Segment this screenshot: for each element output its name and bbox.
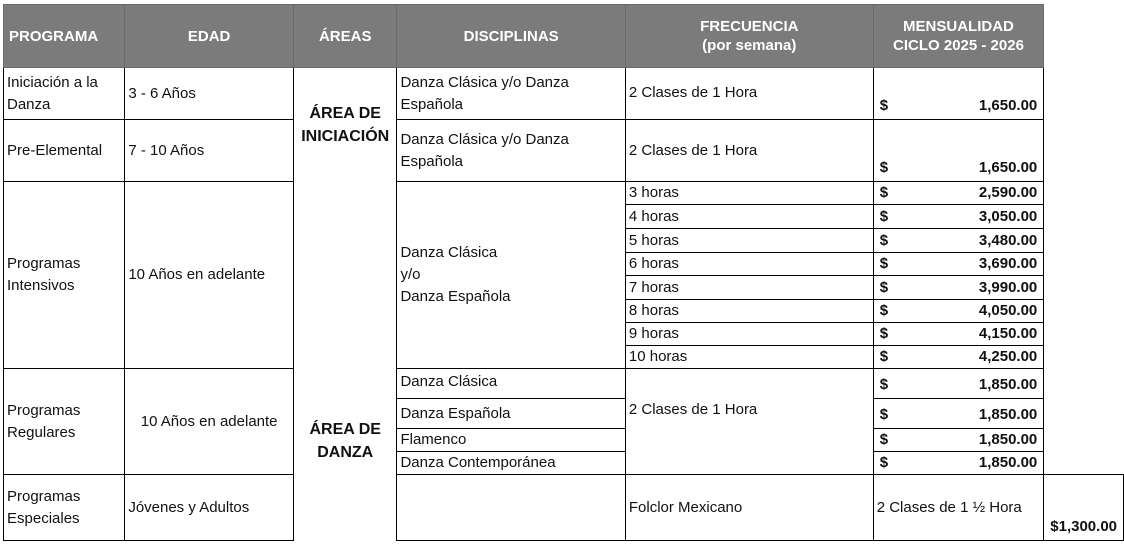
header-frecuencia-line2: (por semana) [702, 37, 797, 54]
frecuencia-cell: 4 horas [625, 205, 873, 229]
price-amount: 3,480.00 [978, 231, 1038, 249]
area-iniciacion-cell [293, 68, 396, 182]
area-danza-line2: DANZA [317, 444, 374, 461]
price-amount: 3,050.00 [978, 207, 1038, 225]
programa-cell: Iniciación a la Danza [4, 68, 125, 120]
price-amount: 1,850.00 [978, 376, 1038, 393]
price-cell [873, 429, 1044, 452]
price-cell [873, 323, 1044, 346]
currency-symbol: $ [1050, 518, 1059, 535]
tuition-table [3, 4, 1124, 541]
header-mensualidad-line2: CICLO 2025 - 2026 [893, 37, 1024, 54]
programa-cell: Pre-Elemental [4, 120, 125, 182]
price-cell [873, 182, 1044, 205]
currency-symbol: $ [879, 255, 889, 272]
table-row [4, 369, 1124, 399]
currency-symbol: $ [879, 454, 889, 471]
currency-symbol: $ [879, 97, 889, 114]
edad-cell: 3 - 6 Años [125, 68, 294, 120]
table-row [4, 120, 1124, 182]
price-cell [873, 452, 1044, 475]
edad-cell: Jóvenes y Adultos [125, 475, 294, 541]
price-amount: 1,300.00 [1058, 518, 1117, 535]
frecuencia-cell: 2 Clases de 1 Hora [625, 369, 873, 475]
header-mensualidad [873, 5, 1044, 68]
price-cell [873, 369, 1044, 399]
edad-cell: 10 Años en adelante [125, 182, 294, 369]
currency-symbol: $ [879, 302, 889, 319]
price-cell [873, 346, 1044, 369]
edad-cell: 10 Años en adelante [125, 369, 294, 475]
price-amount: 1,650.00 [978, 97, 1038, 114]
price-cell [1044, 475, 1124, 541]
header-frecuencia [625, 5, 873, 68]
disciplina-cell: Folclor Mexicano [625, 475, 873, 541]
currency-symbol: $ [879, 348, 889, 365]
price-cell [873, 300, 1044, 323]
currency-symbol: $ [879, 376, 889, 393]
currency-symbol: $ [879, 431, 889, 448]
disciplina-line2: y/o [400, 266, 421, 283]
header-frecuencia-line1: FRECUENCIA [700, 18, 799, 35]
currency-symbol: $ [879, 184, 889, 201]
price-amount: 2,590.00 [978, 184, 1038, 201]
frecuencia-cell: 3 horas [625, 182, 873, 205]
price-amount: 3,990.00 [978, 278, 1038, 296]
currency-symbol: $ [879, 278, 889, 296]
disciplina-cell: Danza Contemporánea [397, 452, 625, 475]
area-iniciacion-line2: INICIACIÓN [301, 127, 390, 145]
area-iniciacion-line1: ÁREA DE [309, 104, 381, 122]
frecuencia-cell: 5 horas [625, 229, 873, 253]
frecuencia-cell: 2 Clases de 1 Hora [625, 68, 873, 120]
table-row [4, 475, 1124, 541]
programa-cell: Programas Regulares [4, 369, 125, 475]
price-amount: 1,650.00 [978, 159, 1038, 176]
disciplina-cell: Danza Clásica [397, 369, 625, 399]
table-row [4, 182, 1124, 205]
frecuencia-cell: 2 Clases de 1 Hora [625, 120, 873, 182]
price-cell [873, 205, 1044, 229]
price-amount: 3,690.00 [978, 255, 1038, 272]
edad-cell: 7 - 10 Años [125, 120, 294, 182]
frecuencia-cell: 6 horas [625, 253, 873, 276]
header-areas: ÁREAS [293, 5, 396, 68]
header-row [4, 5, 1124, 68]
programa-cell: Programas Intensivos [4, 182, 125, 369]
price-amount: 4,050.00 [978, 302, 1038, 319]
price-cell [873, 229, 1044, 253]
area-danza-cell [293, 182, 396, 541]
header-disciplinas: DISCIPLINAS [397, 5, 625, 68]
price-cell [873, 276, 1044, 300]
area-danza-line1: ÁREA DE [309, 421, 381, 438]
programa-cell: Programas Especiales [4, 475, 125, 541]
price-cell [873, 253, 1044, 276]
price-cell [873, 120, 1044, 182]
table-row [4, 68, 1124, 120]
disciplina-cell: Flamenco [397, 429, 625, 452]
price-cell [873, 68, 1044, 120]
frecuencia-cell: 8 horas [625, 300, 873, 323]
disciplina-line3: Danza Española [400, 288, 511, 305]
disciplina-cell [397, 182, 625, 369]
price-amount: 4,150.00 [978, 325, 1038, 342]
currency-symbol: $ [879, 231, 889, 249]
price-cell [873, 399, 1044, 429]
disciplina-cell: Danza Clásica y/o Danza Española [397, 120, 625, 182]
frecuencia-cell: 2 Clases de 1 ½ Hora [873, 475, 1044, 541]
frecuencia-cell: 9 horas [625, 323, 873, 346]
currency-symbol: $ [879, 406, 889, 423]
header-edad: EDAD [125, 5, 294, 68]
currency-symbol: $ [879, 325, 889, 342]
disciplina-cell: Danza Española [397, 399, 625, 429]
price-amount: 1,850.00 [978, 406, 1038, 423]
price-amount: 4,250.00 [978, 348, 1038, 365]
price-amount: 1,850.00 [978, 431, 1038, 448]
frecuencia-cell: 10 horas [625, 346, 873, 369]
header-mensualidad-line1: MENSUALIDAD [903, 18, 1014, 35]
disciplina-cell: Danza Clásica y/o Danza Española [397, 68, 625, 120]
price-amount: 1,850.00 [978, 454, 1038, 471]
area-empty-cell [397, 475, 625, 541]
currency-symbol: $ [879, 207, 889, 225]
header-programa: PROGRAMA [4, 5, 125, 68]
currency-symbol: $ [879, 159, 889, 176]
disciplina-line1: Danza Clásica [400, 244, 498, 261]
frecuencia-cell: 7 horas [625, 276, 873, 300]
